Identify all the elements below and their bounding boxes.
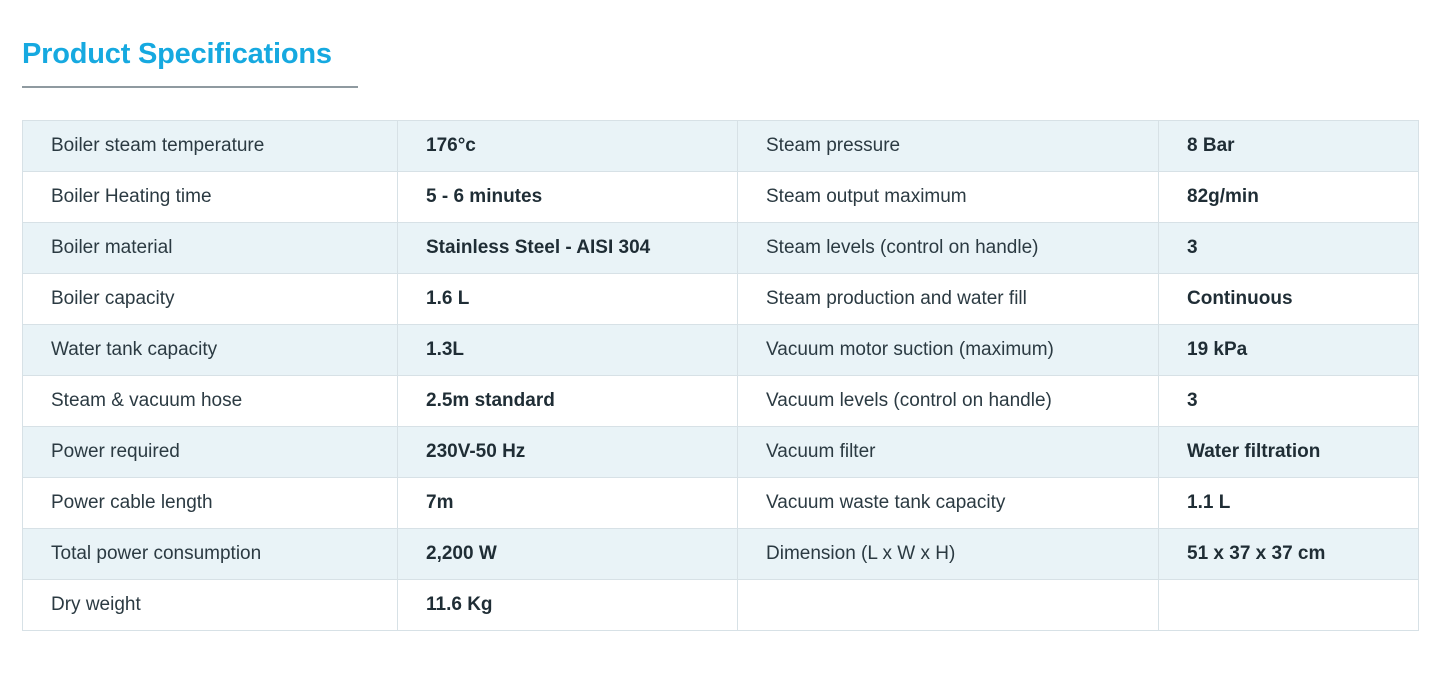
spec-value-right: 1.1 L [1159, 478, 1419, 529]
page-title: Product Specifications [22, 38, 332, 70]
table-row [23, 223, 1419, 274]
table-row [23, 376, 1419, 427]
spec-label-right [738, 580, 1159, 631]
spec-value-left: 2.5m standard [398, 376, 738, 427]
spec-value-right: 19 kPa [1159, 325, 1419, 376]
table-row [23, 478, 1419, 529]
spec-label-left: Dry weight [23, 580, 398, 631]
spec-value-left: 176°c [398, 121, 738, 172]
spec-value-right: Water filtration [1159, 427, 1419, 478]
table-row [23, 580, 1419, 631]
spec-value-right: 51 x 37 x 37 cm [1159, 529, 1419, 580]
spec-label-left: Boiler capacity [23, 274, 398, 325]
spec-value-right: 82g/min [1159, 172, 1419, 223]
table-row [23, 325, 1419, 376]
spec-label-right: Vacuum filter [738, 427, 1159, 478]
table-row [23, 172, 1419, 223]
spec-label-right: Vacuum levels (control on handle) [738, 376, 1159, 427]
spec-label-left: Steam & vacuum hose [23, 376, 398, 427]
spec-label-right: Vacuum motor suction (maximum) [738, 325, 1159, 376]
spec-value-left: 230V-50 Hz [398, 427, 738, 478]
table-row [23, 529, 1419, 580]
spec-value-right [1159, 580, 1419, 631]
spec-value-right: 3 [1159, 376, 1419, 427]
spec-label-left: Water tank capacity [23, 325, 398, 376]
spec-value-left: 5 - 6 minutes [398, 172, 738, 223]
table-row [23, 274, 1419, 325]
title-underline [22, 86, 358, 88]
spec-value-right: 3 [1159, 223, 1419, 274]
spec-label-left: Power required [23, 427, 398, 478]
spec-value-right: 8 Bar [1159, 121, 1419, 172]
spec-label-left: Boiler steam temperature [23, 121, 398, 172]
spec-value-right: Continuous [1159, 274, 1419, 325]
spec-value-left: 7m [398, 478, 738, 529]
spec-label-left: Boiler material [23, 223, 398, 274]
spec-label-right: Steam levels (control on handle) [738, 223, 1159, 274]
spec-value-left: Stainless Steel - AISI 304 [398, 223, 738, 274]
spec-label-left: Boiler Heating time [23, 172, 398, 223]
spec-value-left: 2,200 W [398, 529, 738, 580]
spec-label-right: Steam production and water fill [738, 274, 1159, 325]
spec-label-left: Power cable length [23, 478, 398, 529]
specifications-table [22, 120, 1419, 631]
spec-label-right: Steam pressure [738, 121, 1159, 172]
spec-value-left: 1.3L [398, 325, 738, 376]
specifications-table-body [23, 121, 1419, 631]
spec-label-right: Dimension (L x W x H) [738, 529, 1159, 580]
spec-label-right: Steam output maximum [738, 172, 1159, 223]
spec-label-right: Vacuum waste tank capacity [738, 478, 1159, 529]
spec-value-left: 1.6 L [398, 274, 738, 325]
table-row [23, 121, 1419, 172]
spec-label-left: Total power consumption [23, 529, 398, 580]
spec-value-left: 11.6 Kg [398, 580, 738, 631]
table-row [23, 427, 1419, 478]
